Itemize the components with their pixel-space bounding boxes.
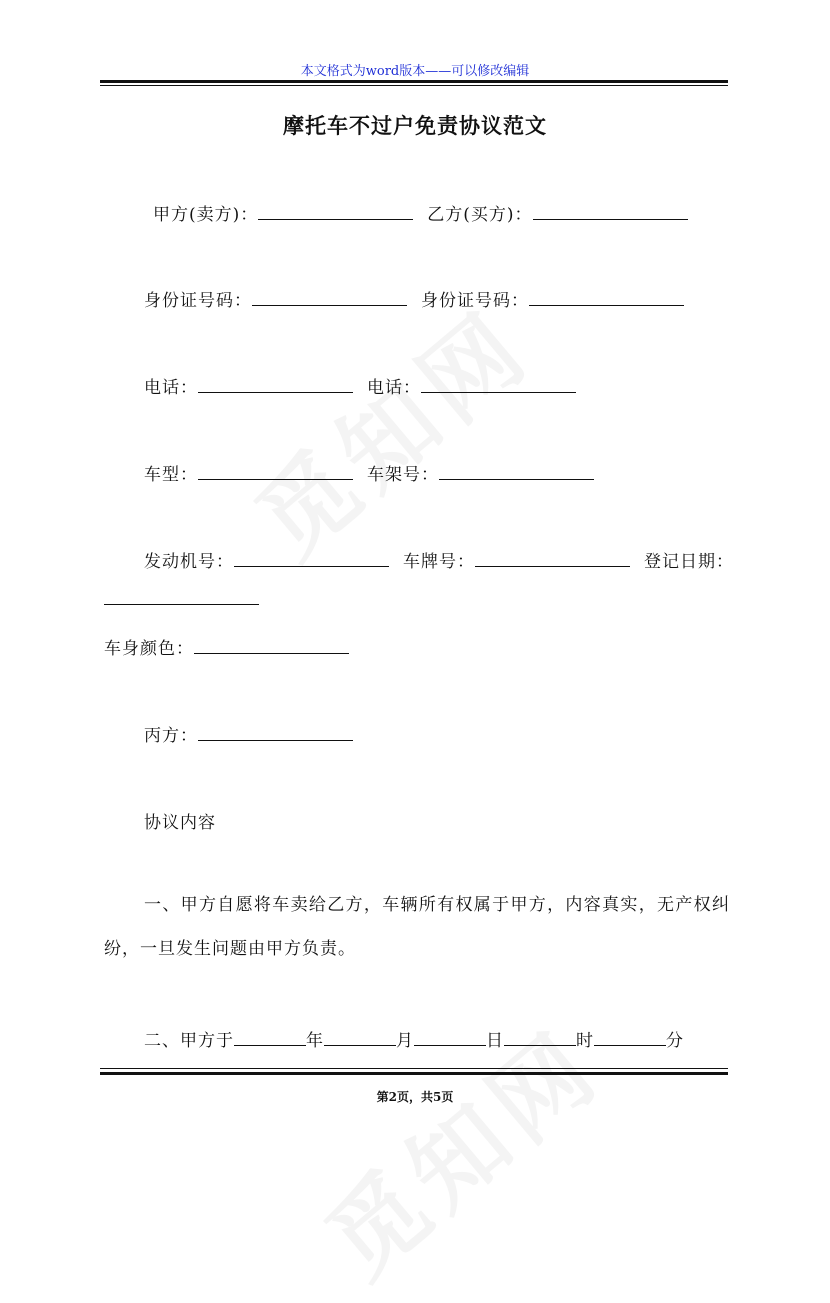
engine-no-blank <box>234 552 389 567</box>
model-line <box>144 460 594 485</box>
model-label: 车型： <box>144 465 198 485</box>
party-a-blank <box>258 205 413 220</box>
clause-2-prefix: 二、甲方于 <box>144 1031 234 1051</box>
day-blank <box>414 1031 486 1046</box>
phone-a-label: 电话： <box>144 378 198 398</box>
minute-label: 分 <box>666 1031 684 1051</box>
footer-rule <box>100 1072 728 1075</box>
engine-no-label: 发动机号： <box>144 552 234 572</box>
id-a-label: 身份证号码： <box>144 291 252 311</box>
reg-date-label: 登记日期： <box>644 552 734 572</box>
reg-date-blank <box>104 590 259 605</box>
month-label: 月 <box>396 1031 414 1051</box>
phone-line <box>144 373 576 398</box>
color-blank <box>194 639 349 654</box>
id-b-label: 身份证号码： <box>421 291 529 311</box>
party-c-label: 丙方： <box>144 726 198 746</box>
id-line <box>144 286 684 311</box>
id-b-blank <box>529 291 684 306</box>
section-heading: 协议内容 <box>144 813 216 833</box>
phone-b-label: 电话： <box>367 378 421 398</box>
id-a-blank <box>252 291 407 306</box>
party-a-label: 甲方(卖方)： <box>153 205 259 225</box>
watermark-text <box>223 274 555 583</box>
phone-a-blank <box>198 378 353 393</box>
document-title: 摩托车不过户免责协议范文 <box>283 113 547 138</box>
day-label: 日 <box>486 1031 504 1051</box>
month-blank <box>324 1031 396 1046</box>
clause-2 <box>144 1026 684 1051</box>
model-blank <box>198 465 353 480</box>
header-note: 本文格式为word版本——可以修改编辑 <box>300 64 530 79</box>
page-indicator: 第2页，共5页 <box>376 1090 454 1104</box>
plate-no-blank <box>475 552 630 567</box>
party-c-line <box>144 721 353 746</box>
plate-no-label: 车牌号： <box>403 552 475 572</box>
color-line <box>104 634 349 659</box>
party-c-blank <box>198 726 353 741</box>
footer-rule-thin <box>100 1068 728 1069</box>
clause-1: 一、甲方自愿将车卖给乙方，车辆所有权属于甲方，内容真实，无产权纠纷，一旦发生问题由甲方负责。 <box>104 895 730 959</box>
hour-label: 时 <box>576 1031 594 1051</box>
minute-blank <box>594 1031 666 1046</box>
party-b-label: 乙方(买方)： <box>427 205 533 225</box>
year-label: 年 <box>306 1031 324 1051</box>
phone-b-blank <box>421 378 576 393</box>
year-blank <box>234 1031 306 1046</box>
header-rule-thin <box>100 85 728 86</box>
reg-date-blank-line <box>104 590 259 610</box>
color-label: 车身颜色： <box>104 639 194 659</box>
header-rule <box>100 80 728 83</box>
hour-blank <box>504 1031 576 1046</box>
party-line <box>153 200 688 225</box>
engine-line <box>144 547 734 572</box>
party-b-blank <box>533 205 688 220</box>
frame-no-blank <box>439 465 594 480</box>
frame-no-label: 车架号： <box>367 465 439 485</box>
